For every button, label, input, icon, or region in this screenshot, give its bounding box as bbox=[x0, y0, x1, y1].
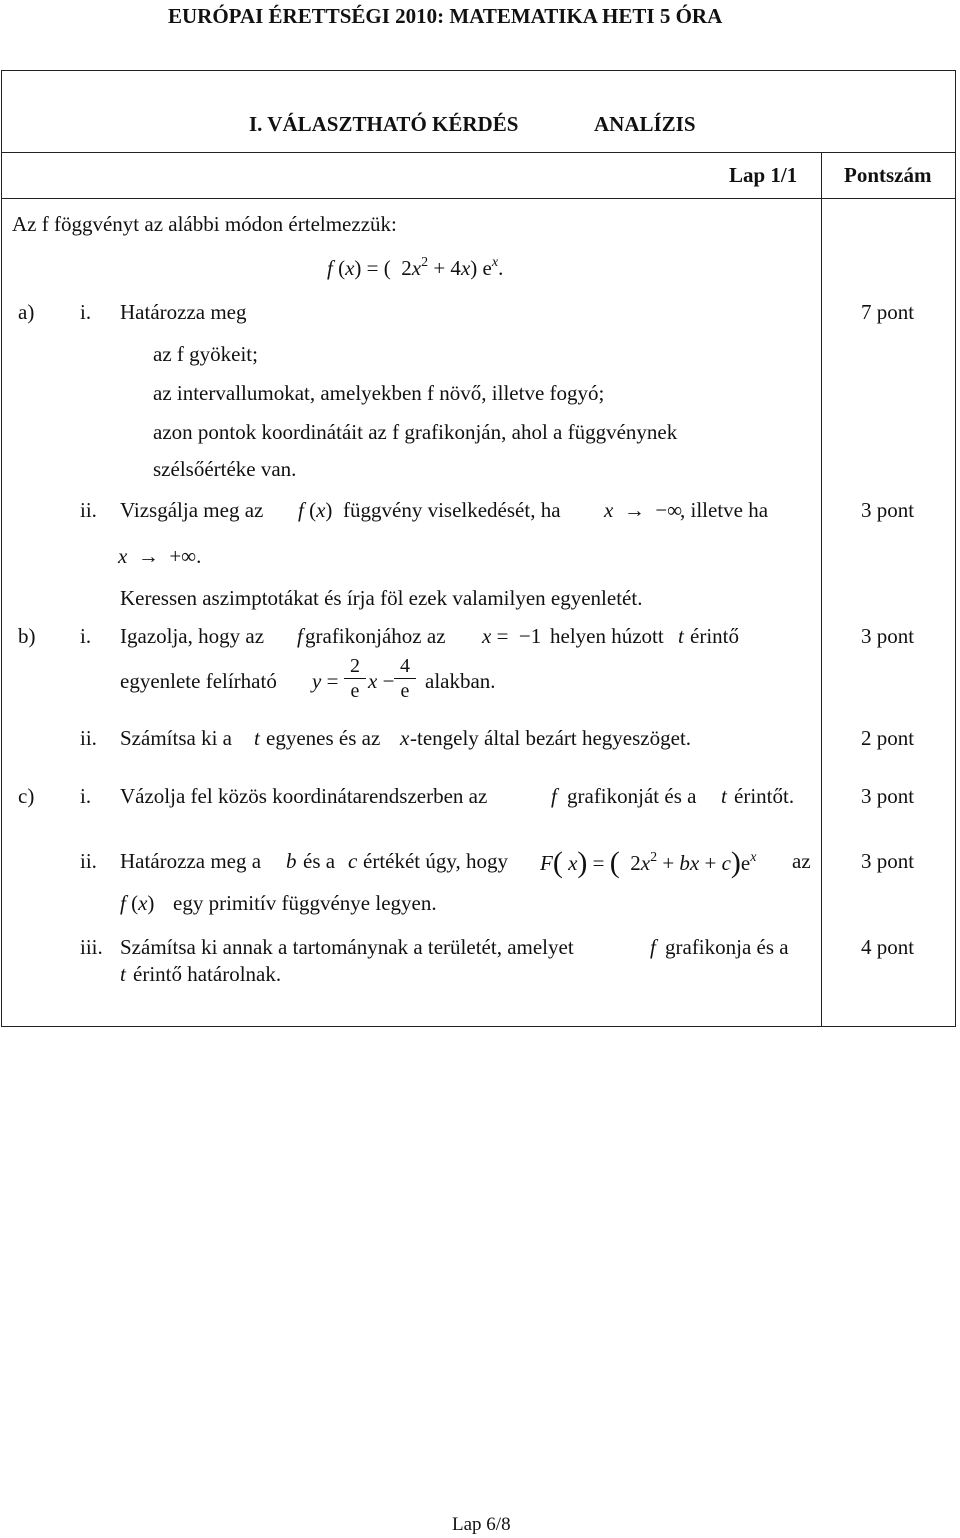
b-ii-t: t bbox=[254, 726, 260, 750]
c-ii-c: c bbox=[348, 849, 358, 873]
divider-table-header bbox=[1, 198, 956, 199]
c-ii-b: b bbox=[286, 849, 297, 873]
c-ii-text-1: Határozza meg a bbox=[120, 849, 262, 873]
divider-section bbox=[1, 152, 956, 153]
frame-right bbox=[955, 70, 956, 1027]
page-label: Lap 1/1 bbox=[729, 163, 798, 187]
section-subject: ANALÍZIS bbox=[594, 112, 696, 136]
function-formula: f (x) = ( $2x^2 + 4x$) $e^x$. bbox=[327, 255, 504, 280]
page-footer-number: Lap 6/8 bbox=[452, 1514, 511, 1535]
label-a: a) bbox=[18, 300, 35, 324]
sub-b-ii: ii. bbox=[80, 726, 97, 750]
c-ii-antiderivative: F( x) = ( $2x^2$ + bx + $c)e^x$ bbox=[540, 846, 757, 879]
a-ii-line-4: Keressen aszimptotákat és írja föl ezek valamilyen egyenletét. bbox=[120, 586, 643, 610]
a-i-line-1: Határozza meg bbox=[120, 300, 247, 324]
points-a-ii: 3 pont bbox=[861, 498, 915, 522]
points-c-i: 3 pont bbox=[861, 784, 915, 808]
a-ii-text-1: Vizsgálja meg az bbox=[120, 498, 264, 522]
a-i-line-4: azon pontok koordinátáit az f grafikonján, ahol a függvénynek bbox=[153, 420, 678, 444]
c-ii-text-2: és a bbox=[303, 849, 336, 873]
b-ii-text-2: egyenes és az bbox=[266, 726, 381, 750]
section-title: I. VÁLASZTHATÓ KÉRDÉS bbox=[249, 112, 519, 136]
a-ii-limit-neg: x → −∞ bbox=[604, 498, 683, 522]
b-i-x-eq: x = −1 bbox=[482, 624, 542, 648]
points-a-i: 7 pont bbox=[861, 300, 915, 324]
a-ii-text-2: függvény viselkedését, ha bbox=[343, 498, 561, 522]
c-iii-t: t bbox=[120, 962, 126, 986]
c-i-text-3: érintőt. bbox=[734, 784, 795, 808]
b-i-text-1: Igazolja, hogy az bbox=[120, 624, 265, 648]
c-ii-text-5: egy primitív függvénye legyen. bbox=[173, 891, 437, 915]
sub-c-i: i. bbox=[80, 784, 92, 808]
c-i-text-2: grafikonját és a bbox=[567, 784, 697, 808]
a-i-line-2: az f gyökeit; bbox=[153, 342, 258, 366]
a-ii-fx: f (x) bbox=[298, 498, 333, 522]
points-b-i: 3 pont bbox=[861, 624, 915, 648]
c-i-t: t bbox=[721, 784, 727, 808]
points-c-iii: 4 pont bbox=[861, 935, 915, 959]
b-i-text-2: grafikonjához az bbox=[305, 624, 446, 648]
page-header-title: EURÓPAI ÉRETTSÉGI 2010: MATEMATIKA HETI 5 ÓRA bbox=[168, 4, 723, 28]
points-c-ii: 3 pont bbox=[861, 849, 915, 873]
frame-bottom bbox=[1, 1026, 956, 1027]
a-ii-text-3: , illetve ha bbox=[680, 498, 769, 522]
b-i-text-4: érintő bbox=[690, 624, 739, 648]
a-ii-limit-pos: x → +∞. bbox=[118, 544, 202, 568]
sub-c-ii: ii. bbox=[80, 849, 97, 873]
sub-b-i: i. bbox=[80, 624, 92, 648]
a-i-line-5: szélsőértéke van. bbox=[153, 457, 297, 481]
points-header: Pontszám bbox=[844, 163, 932, 187]
points-b-ii: 2 pont bbox=[861, 726, 915, 750]
label-b: b) bbox=[18, 624, 36, 648]
label-c: c) bbox=[18, 784, 35, 808]
frame-left bbox=[1, 70, 2, 1027]
b-i-text-6: alakban. bbox=[425, 669, 496, 693]
sub-c-iii: iii. bbox=[80, 935, 103, 959]
b-i-frac-2: 4 e bbox=[394, 656, 416, 701]
c-iii-text-2: grafikonja és a bbox=[665, 935, 789, 959]
b-i-t: t bbox=[678, 624, 684, 648]
divider-column bbox=[821, 152, 822, 1027]
c-iii-text-3: érintő határolnak. bbox=[133, 962, 282, 986]
b-i-text-5: egyenlete felírható bbox=[120, 669, 277, 693]
b-ii-text-1: Számítsa ki a bbox=[120, 726, 232, 750]
c-ii-text-4: az bbox=[792, 849, 811, 873]
sub-a-ii: ii. bbox=[80, 498, 97, 522]
frame-top bbox=[1, 70, 956, 71]
c-ii-text-3: értékét úgy, hogy bbox=[363, 849, 509, 873]
c-i-f: f bbox=[551, 784, 557, 808]
b-i-f: f bbox=[297, 624, 303, 648]
b-ii-x: x bbox=[400, 726, 410, 750]
c-iii-f: f bbox=[650, 935, 656, 959]
b-ii-text-3: -tengely által bezárt hegyeszöget. bbox=[410, 726, 692, 750]
c-iii-text-1: Számítsa ki annak a tartománynak a területét, amelyet bbox=[120, 935, 574, 959]
a-i-line-3: az intervallumokat, amelyekben f növő, illetve fogyó; bbox=[153, 381, 605, 405]
b-i-x: x − bbox=[368, 669, 395, 693]
b-i-y-eq: y = bbox=[312, 669, 339, 693]
intro-text: Az f föggvényt az alábbi módon értelmezzük: bbox=[12, 212, 397, 236]
c-ii-fx: f (x) bbox=[120, 891, 155, 915]
b-i-frac-1: 2 e bbox=[344, 656, 366, 701]
c-i-text-1: Vázolja fel közös koordinátarendszerben az bbox=[120, 784, 488, 808]
b-i-text-3: helyen húzott bbox=[550, 624, 664, 648]
sub-a-i: i. bbox=[80, 300, 92, 324]
